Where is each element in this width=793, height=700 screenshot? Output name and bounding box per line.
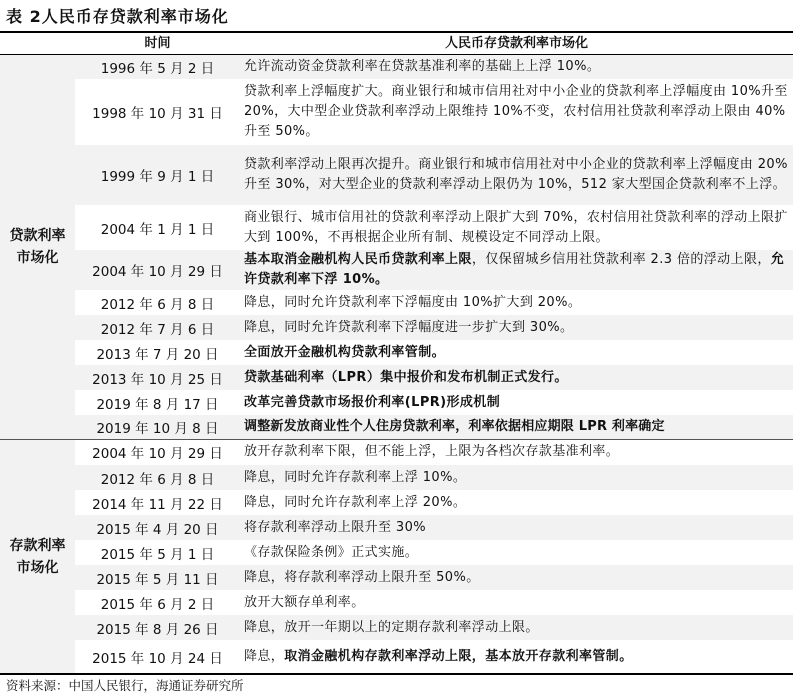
table-row (75, 291, 793, 315)
row-text: 放开存款利率下限，但不能上浮，上限为各档次存款基准利率。 (244, 444, 620, 459)
table-row (75, 80, 793, 144)
loan-category-label: 贷款利率市场化 (9, 228, 66, 266)
table-row (75, 365, 793, 390)
row-text: 降息，放开一年期以上的定期存款利率浮动上限。 (244, 619, 539, 635)
table-row (75, 515, 793, 540)
row-text: 贷款利率浮动上限再次提升。商业银行和城市信用社对中小企业的贷款利率上浮幅度由 20%升至 30%，对大型企业的贷款利率浮动上限仍为 10%，512 家大型国企贷款利率不上浮。 (244, 157, 788, 192)
row-date: 2004 年 10 月 29 日 (92, 446, 223, 462)
row-date: 1996 年 5 月 2 日 (100, 61, 215, 77)
source-note: 资料来源：中国人民银行，海通证券研究所 (6, 678, 244, 693)
row-date: 2004 年 1 月 1 日 (100, 222, 215, 238)
deposit-category-cell (0, 440, 75, 673)
loan-category-cell (0, 55, 75, 439)
row-text: 贷款基础利率（LPR）集中报价和发布机制正式发行。 (244, 369, 568, 385)
row-text: 全面放开金融机构贷款利率管制。 (244, 345, 446, 360)
row-date: 2012 年 6 月 8 日 (100, 471, 215, 488)
row-text (240, 250, 793, 290)
row-text: 降息，同时允许存款利率上浮 10%。 (244, 469, 467, 485)
table-title: 表 2人民币存贷款利率市场化 (6, 7, 229, 26)
row-date: 2015 年 10 月 24 日 (92, 651, 223, 667)
table-row (75, 641, 793, 673)
row-date: 2015 年 5 月 11 日 (96, 571, 219, 588)
table-row (75, 615, 793, 640)
row-date: 2012 年 6 月 8 日 (100, 297, 215, 313)
row-text: 《存款保险条例》正式实施。 (244, 545, 419, 560)
row-text: 降息，同时允许贷款利率下浮幅度进一步扩大到 30%。 (244, 319, 574, 335)
header-time: 时间 (144, 36, 171, 51)
table-row (75, 541, 793, 565)
row-date: 2015 年 4 月 20 日 (96, 521, 219, 538)
row-text-bold: 基本取消金融机构人民币贷款利率上限 (244, 252, 472, 267)
row-date: 2004 年 10 月 29 日 (92, 264, 223, 280)
row-text: 调整新发放商业性个人住房贷款利率，利率依据相应期限 LPR 利率确定 (244, 419, 665, 434)
deposit-category-label: 存款利率市场化 (9, 537, 66, 576)
row-text: 改革完善贷款市场报价利率(LPR)形成机制 (244, 395, 501, 410)
row-text-bold: 取消金融机构存款利率浮动上限，基本放开存款利率管制。 (284, 649, 633, 664)
row-text-bold: 允许贷款利率下浮 10%。 (244, 252, 785, 287)
bottom-rule (0, 673, 793, 675)
table-row (75, 55, 793, 79)
row-text: 降息，将存款利率浮动上限升至 50%。 (244, 569, 480, 585)
row-text: 允许流动资金贷款利率在贷款基准利率的基础上上浮 10%。 (244, 59, 601, 74)
table-row (75, 206, 793, 250)
table-row (75, 465, 793, 490)
table-row (75, 391, 793, 415)
table-row (75, 591, 793, 615)
table-row (75, 415, 793, 439)
row-text (240, 641, 793, 673)
row-date: 2015 年 5 月 1 日 (100, 547, 215, 563)
row-text: 将存款利率浮动上限升至 30% (244, 519, 427, 535)
table-row (75, 341, 793, 365)
row-date: 2015 年 6 月 2 日 (100, 597, 215, 613)
header-content: 人民币存贷款利率市场化 (444, 36, 588, 51)
row-text: 降息，同时允许贷款利率下浮幅度由 10%扩大到 20%。 (244, 295, 582, 310)
row-text-plain: 降息， (244, 649, 285, 664)
table-row (75, 565, 793, 590)
row-date: 2012 年 7 月 6 日 (100, 321, 215, 338)
row-date: 2015 年 8 月 26 日 (96, 621, 219, 638)
row-text: 降息，同时允许存款利率上浮 20%。 (244, 495, 467, 510)
table-row (75, 315, 793, 340)
row-date: 2013 年 10 月 25 日 (92, 371, 223, 388)
row-date: 2013 年 7 月 20 日 (96, 347, 219, 363)
row-date: 2019 年 8 月 17 日 (96, 397, 219, 413)
row-text: 商业银行、城市信用社的贷款利率浮动上限扩大到 70%，农村信用社贷款利率的浮动上限扩大到 100%，不再根据企业所有制、规模设定不同浮动上限。 (244, 210, 788, 245)
row-date: 2014 年 11 月 22 日 (92, 497, 223, 513)
row-date: 1999 年 9 月 1 日 (100, 169, 215, 185)
table-row (75, 491, 793, 515)
table-row (75, 145, 793, 205)
row-date: 2019 年 10 月 8 日 (96, 421, 219, 437)
table-row (75, 440, 793, 464)
row-date: 1998 年 10 月 31 日 (92, 106, 223, 122)
table-row (75, 250, 793, 290)
row-text-plain: ，仅保留城乡信用社贷款利率 2.3 倍的浮动上限， (471, 252, 771, 267)
row-text: 贷款利率上浮幅度扩大。商业银行和城市信用社对中小企业的贷款利率上浮幅度由 10%升至 20%，大中型企业贷款利率浮动上限维持 10%不变，农村信用社贷款利率浮动上限由 40%升至 50%。 (244, 84, 788, 139)
row-text: 放开大额存单利率。 (244, 595, 365, 610)
